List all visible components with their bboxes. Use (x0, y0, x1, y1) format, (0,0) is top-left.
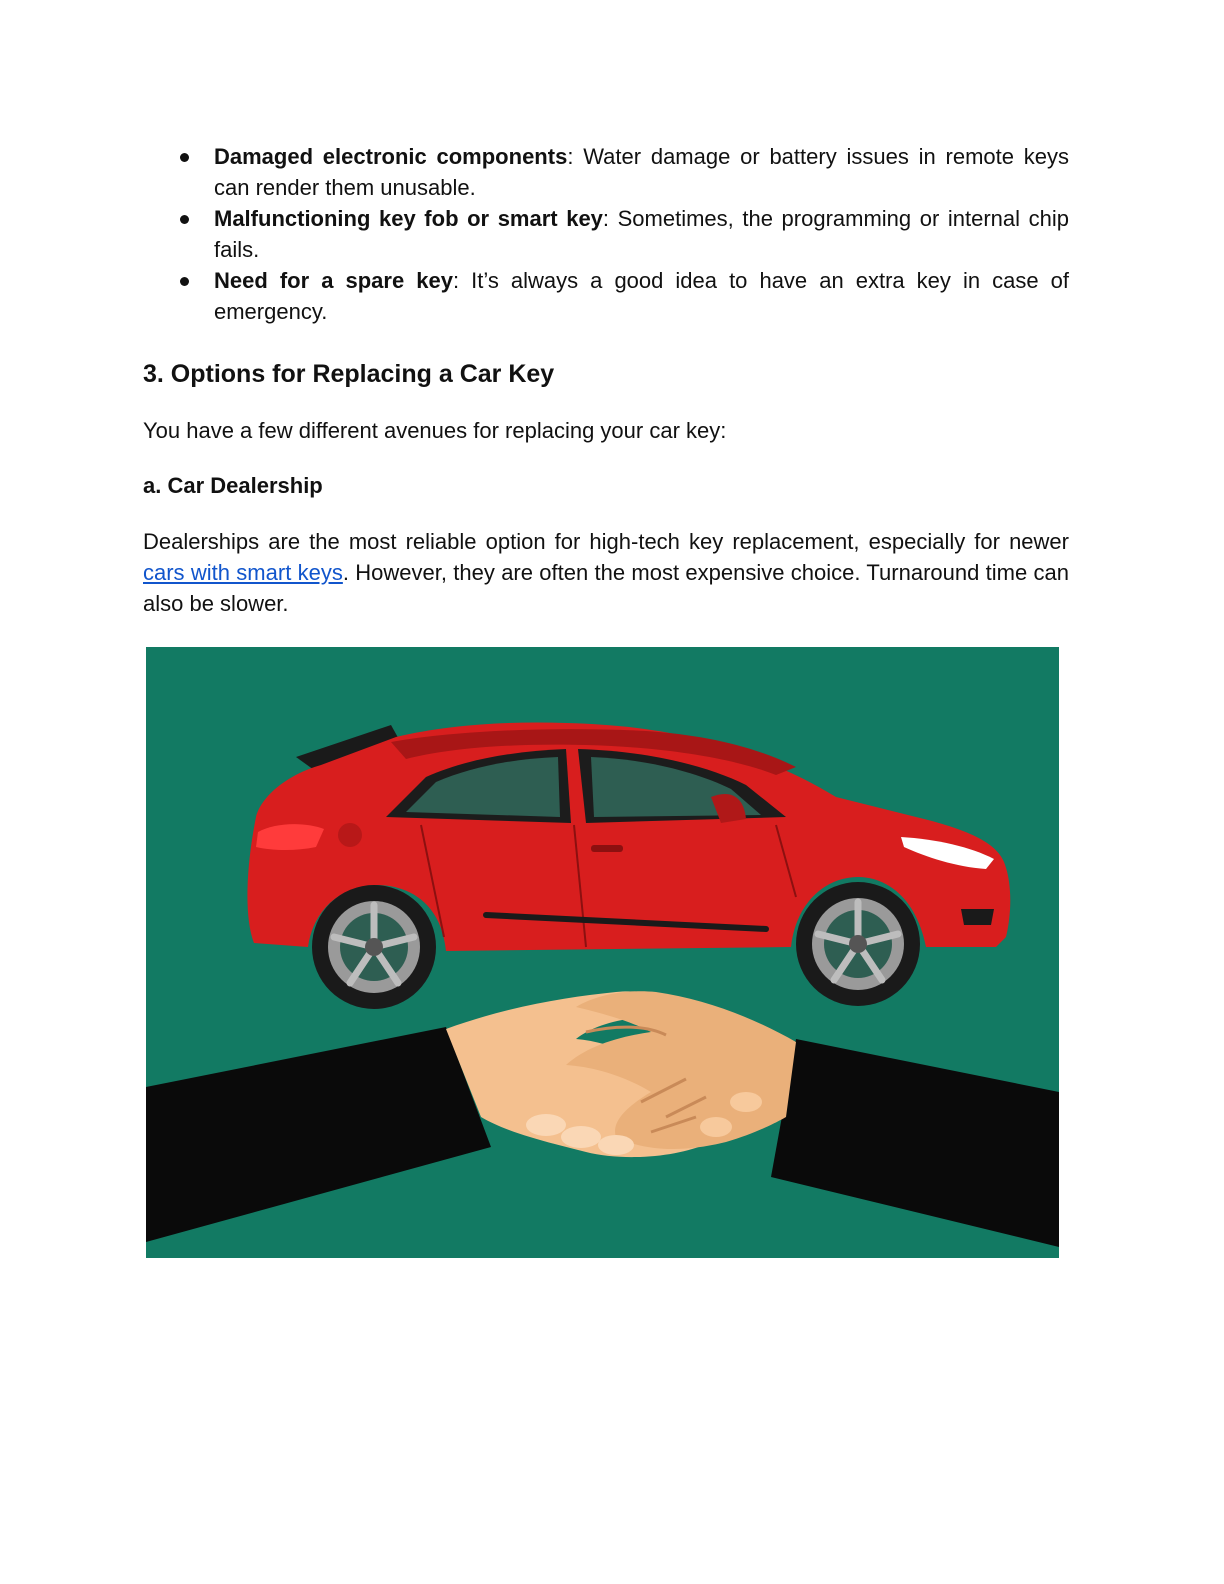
list-item (143, 203, 1069, 265)
list-item-term: Need for a spare key (214, 268, 453, 293)
bullet-icon (180, 277, 189, 286)
list-item-term: Malfunctioning key fob or smart key (214, 206, 603, 231)
smart-keys-link[interactable]: cars with smart keys (143, 560, 343, 585)
bullet-icon (180, 153, 189, 162)
list-item (143, 141, 1069, 203)
section-heading: 3. Options for Replacing a Car Key (143, 360, 555, 388)
subheading: a. Car Dealership (143, 473, 323, 498)
car-handshake-illustration (146, 647, 1059, 1258)
list-item-text: : Water damage or battery issues in remote keys can render them unusable. (214, 144, 1069, 200)
list-item-term: Damaged electronic components (214, 144, 568, 169)
list-item-text: : Sometimes, the programming or internal chip fails. (214, 206, 1069, 262)
paragraph-text-before: Dealerships are the most reliable option for high-tech key replacement, especially for newer (143, 529, 1069, 554)
paragraph-text-after: . However, they are often the most expensive choice. Turnaround time can also be slower. (143, 560, 1069, 616)
list-item (143, 265, 1069, 327)
reasons-list (143, 141, 1069, 327)
bullet-icon (180, 215, 189, 224)
list-item-text: : It’s always a good idea to have an extra key in case of emergency. (214, 268, 1069, 324)
dealership-paragraph (143, 526, 1069, 619)
intro-paragraph: You have a few different avenues for replacing your car key: (143, 418, 727, 443)
